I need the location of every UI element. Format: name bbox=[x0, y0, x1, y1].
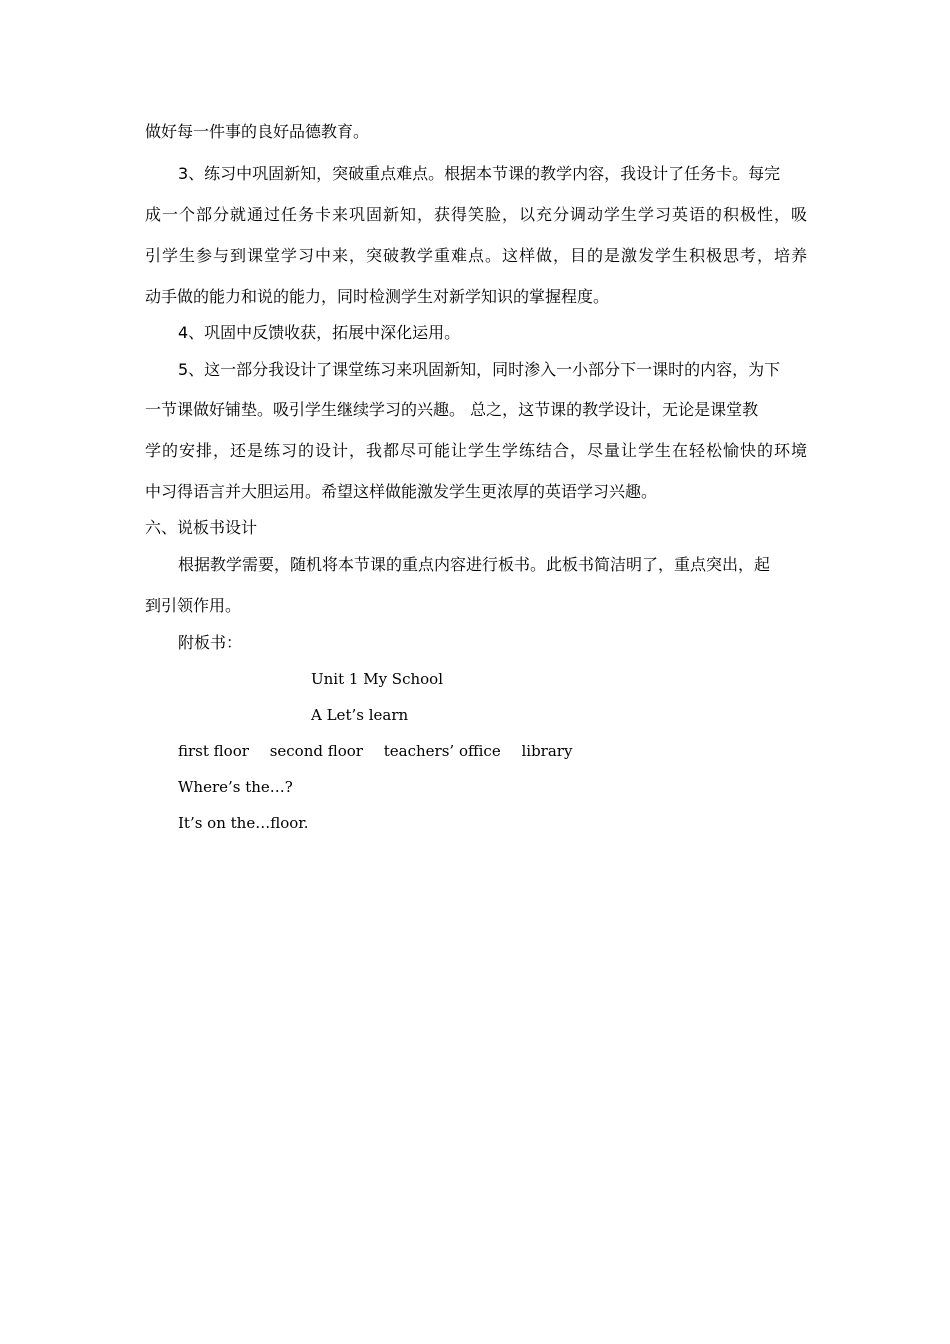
section-heading: 六、说板书设计 bbox=[145, 518, 258, 537]
board-answer: It’s on the…floor. bbox=[178, 814, 309, 832]
paragraph-line: 到引领作用。 bbox=[145, 596, 242, 615]
board-vocabulary bbox=[178, 741, 588, 761]
paragraph-line: 做好每一件事的良好品德教育。 bbox=[145, 122, 370, 141]
paragraph-line: 4、巩固中反馈收获，拓展中深化运用。 bbox=[178, 323, 461, 342]
board-question: Where’s the…? bbox=[178, 778, 293, 796]
paragraph-line: 一节课做好铺垫。吸引学生继续学习的兴趣。 总之，这节课的教学设计，无论是课堂教 bbox=[145, 400, 759, 419]
board-subtitle: A Let’s learn bbox=[311, 706, 409, 724]
board-title: Unit 1 My School bbox=[311, 670, 444, 688]
paragraph-line: 动手做的能力和说的能力，同时检测学生对新学知识的掌握程度。 bbox=[145, 287, 610, 306]
paragraph-line: 中习得语言并大胆运用。希望这样做能激发学生更浓厚的英语学习兴趣。 bbox=[145, 482, 658, 501]
vocab-word: first floor bbox=[178, 742, 249, 760]
board-label: 附板书： bbox=[178, 633, 243, 652]
paragraph-line: 成一个部分就通过任务卡来巩固新知，获得笑脸，以充分调动学生学习英语的积极性，吸 bbox=[145, 205, 807, 224]
vocab-word: library bbox=[521, 742, 573, 760]
vocab-word: teachers’ office bbox=[383, 742, 501, 760]
paragraph-line: 5、这一部分我设计了课堂练习来巩固新知，同时渗入一小部分下一课时的内容，为下 bbox=[178, 360, 781, 379]
paragraph-line: 学的安排，还是练习的设计，我都尽可能让学生学练结合，尽量让学生在轻松愉快的环境 bbox=[145, 441, 807, 460]
paragraph-line: 3、练习中巩固新知，突破重点难点。根据本节课的教学内容，我设计了任务卡。每完 bbox=[178, 164, 781, 183]
paragraph-line: 引学生参与到课堂学习中来，突破教学重难点。这样做，目的是激发学生积极思考，培养 bbox=[145, 246, 807, 265]
vocab-word: second floor bbox=[269, 742, 363, 760]
paragraph-line: 根据教学需要，随机将本节课的重点内容进行板书。此板书简洁明了，重点突出，起 bbox=[178, 555, 771, 574]
